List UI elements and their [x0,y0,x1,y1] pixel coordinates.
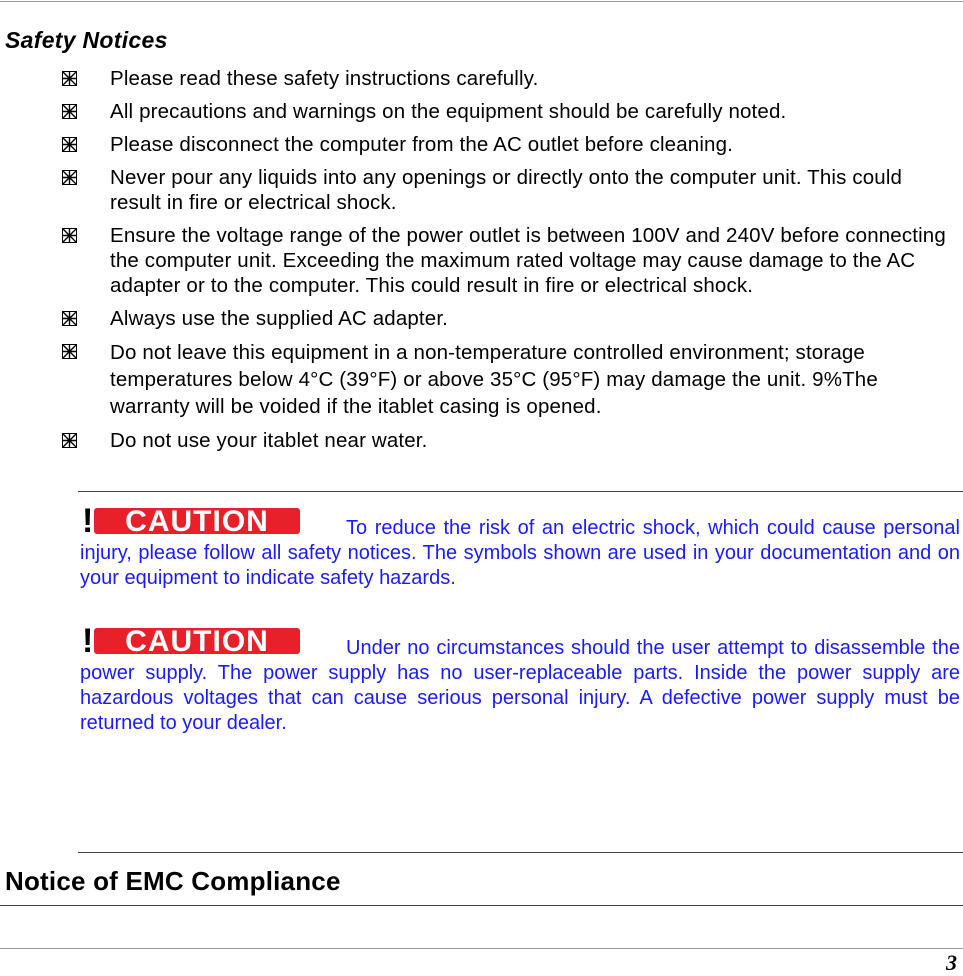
list-item-text: Do not leave this equipment in a non-temperature controlled environment; storage temperatures below 4°C (39°F) or above 35°C (95°F) may damage the unit. 9%The warranty will be voided if the itablet casing is opened. [110,341,878,418]
x-box-icon [62,71,77,86]
caution-text: To reduce the risk of an electric shock, which could cause personal injury, please follow all safety notices. The symbols shown are used in your documentation and on your equipment to indicate safety hazards. [80,517,960,589]
list-item-text: Ensure the voltage range of the power outlet is between 100V and 240V before connecting the computer unit. Exceeding the maximum rated voltage may cause damage to the AC adapter or to the computer. This could result in fire or electrical shock. [110,224,946,297]
heading-underline [0,905,963,906]
x-box-icon [62,104,77,119]
list-item [0,132,963,157]
page-title: Safety Notices [5,27,168,53]
x-box-icon [62,311,77,326]
caution-logo [80,500,302,538]
caution-note-2 [80,620,960,736]
list-item-text: Please disconnect the computer from the AC outlet before cleaning. [110,133,733,156]
list-item-text: Never pour any liquids into any openings or directly onto the computer unit. This could result in fire or electrical shock. [110,166,903,214]
list-item [0,99,963,124]
section-rule [78,852,963,853]
list-item [0,428,963,453]
caution-text: Under no circumstances should the user attempt to disassemble the power supply. The power supply has no user-replaceable parts. Inside the power supply are hazardous voltages that can cause serious personal injury. A defective power supply must be returned to your dealer. [80,637,960,734]
top-rule [0,1,963,2]
svg-text:!: ! [82,502,94,538]
x-box-icon [62,228,77,243]
section-heading: Notice of EMC Compliance [5,866,341,896]
caution-logo-text: CAUTION [125,625,269,658]
x-box-icon [62,137,77,152]
list-item-text: Please read these safety instructions carefully. [110,67,539,90]
caution-top-rule [78,491,963,492]
x-box-icon [62,344,77,359]
caution-note-1 [80,500,960,591]
list-item-text: Always use the supplied AC adapter. [110,307,449,330]
list-item-text: Do not use your itablet near water. [110,429,428,452]
list-item [0,306,963,331]
list-item-text: All precautions and warnings on the equipment should be carefully noted. [110,100,787,123]
list-item [0,339,963,420]
page-number: 3 [946,950,957,975]
list-item [0,66,963,91]
svg-text:!: ! [82,622,94,658]
x-box-icon [62,170,77,185]
safety-list [0,66,963,453]
list-item [0,223,963,298]
x-box-icon [62,433,77,448]
list-item [0,165,963,215]
caution-logo-text: CAUTION [125,505,269,538]
footer-rule [0,948,963,949]
caution-logo [80,620,302,658]
